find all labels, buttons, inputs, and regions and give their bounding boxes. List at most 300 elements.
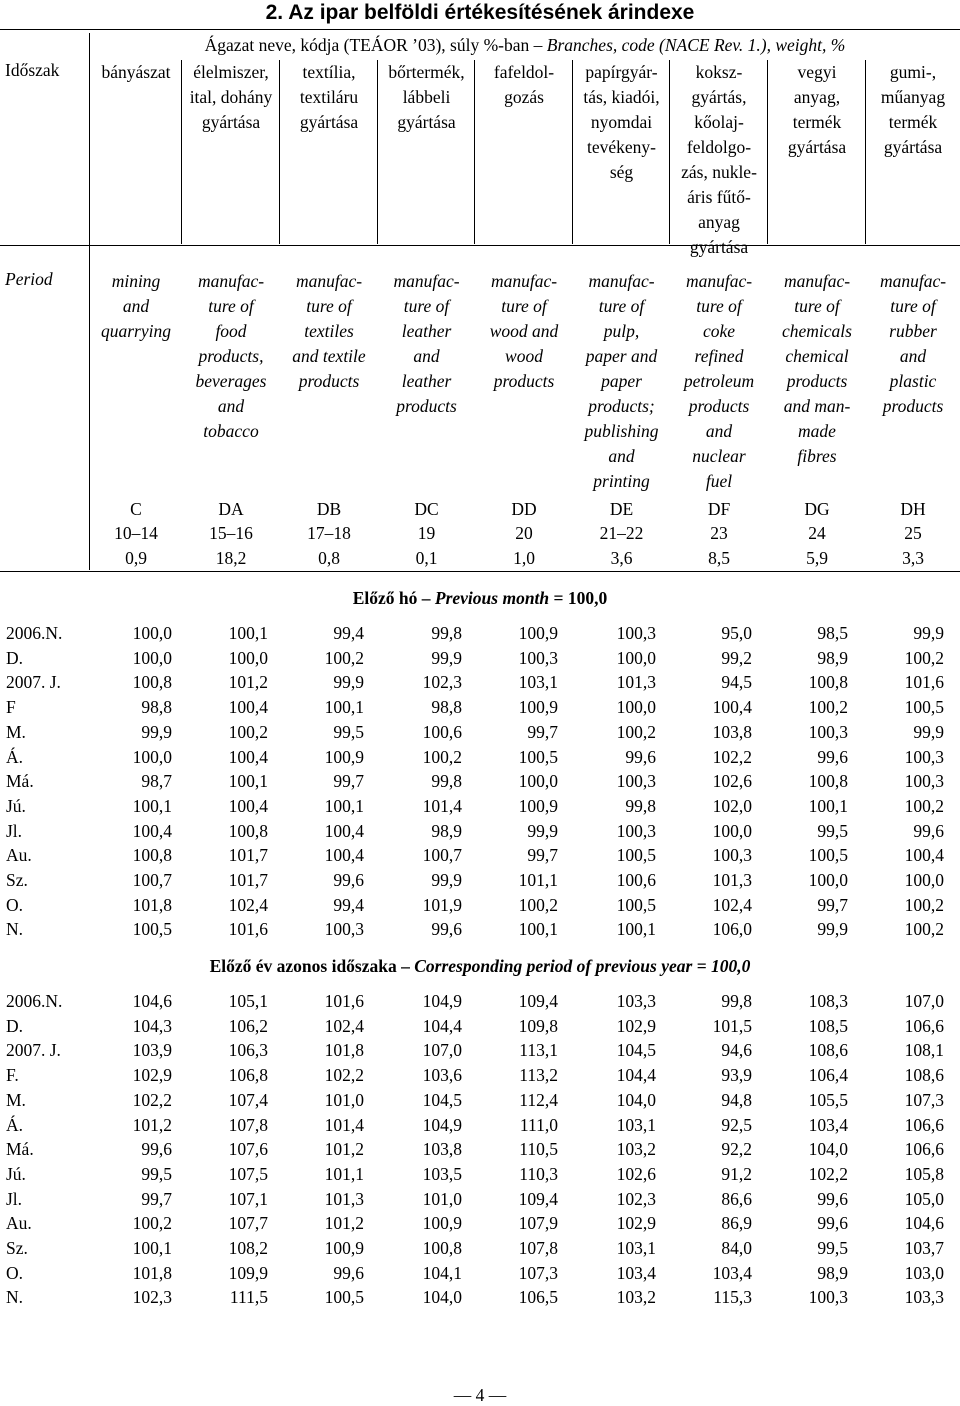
cell-value: 104,0	[422, 1287, 462, 1308]
column-header-en-line: ture of	[208, 296, 254, 316]
section-title	[0, 954, 960, 978]
column-header-en-line: manufac-	[879, 271, 947, 291]
cell-value: 100,8	[228, 820, 268, 841]
column-header-en-line: paper	[601, 371, 642, 391]
cell-value: 102,2	[324, 1065, 364, 1086]
cell-value: 103,4	[808, 1114, 848, 1135]
column-header-en-line: leather	[401, 371, 452, 391]
column-header-hu-line: tevékeny-	[587, 137, 656, 157]
column-header-en-line: publishing	[584, 421, 659, 441]
cell-value: 99,6	[913, 820, 944, 841]
column-header-hu-line: gyártás,	[691, 87, 747, 107]
cell-value: 104,1	[422, 1262, 462, 1283]
column-header-en-line: ture of	[598, 296, 645, 316]
column-header-en-line: manufac-	[295, 271, 363, 291]
cell-value: 100,1	[228, 771, 268, 792]
table-row	[0, 1014, 960, 1039]
column-header-en-line: wood and	[489, 321, 559, 341]
cell-value: 104,6	[904, 1213, 944, 1234]
column-header-hu-line: papírgyár-	[585, 62, 658, 82]
column-header-en-line: ture of	[890, 296, 936, 316]
cell-value: 107,8	[518, 1238, 558, 1258]
cell-value: 106,6	[904, 1114, 944, 1135]
cell-value: 103,0	[904, 1262, 944, 1283]
column-header-hu-line: koksz-	[695, 62, 743, 82]
cell-value: 99,9	[141, 721, 172, 742]
cell-value: 99,7	[817, 894, 848, 915]
column-header-en-line: mining	[111, 271, 161, 291]
cell-value: 100,5	[616, 845, 656, 866]
column-header-hu-line: feldolgo-	[686, 137, 752, 157]
cell-value: 99,8	[431, 623, 462, 643]
column-header-en	[280, 269, 378, 394]
cell-value: 100,1	[808, 795, 848, 816]
cell-value: 110,5	[519, 1139, 558, 1160]
column-weight: 18,2	[215, 548, 247, 568]
table-row	[0, 745, 960, 770]
column-header-hu	[280, 60, 378, 135]
cell-value: 101,3	[324, 1188, 364, 1209]
cell-value: 98,7	[141, 771, 172, 792]
sector-header	[90, 33, 960, 57]
column-header-en-line: products	[493, 371, 555, 391]
cell-value: 101,0	[324, 1089, 364, 1110]
cell-value: 100,3	[324, 919, 364, 940]
cell-value: 99,9	[913, 623, 944, 643]
cell-value: 104,4	[616, 1065, 656, 1086]
column-header-en-line: manufac-	[588, 271, 655, 291]
cell-value: 99,9	[817, 919, 848, 940]
column-header-en-line: manufac-	[490, 271, 558, 291]
column-header-hu-line: gyártása	[787, 137, 847, 157]
cell-value: 107,7	[228, 1213, 268, 1234]
cell-value: 101,3	[712, 870, 752, 890]
cell-value: 106,2	[228, 1015, 268, 1036]
cell-value: 100,4	[228, 697, 268, 718]
cell-value: 100,3	[904, 771, 944, 792]
cell-value: 100,0	[904, 870, 944, 890]
cell-value: 107,9	[518, 1213, 558, 1234]
cell-value: 100,0	[518, 771, 558, 792]
cell-value: 100,4	[904, 845, 944, 866]
cell-value: 102,3	[422, 672, 462, 693]
row-period: N.	[6, 1287, 24, 1308]
cell-value: 104,5	[616, 1040, 656, 1061]
column-code: DF	[707, 499, 731, 519]
cell-value: 105,1	[228, 991, 268, 1011]
cell-value: 99,7	[527, 845, 558, 866]
column-nace: 17–18	[307, 523, 351, 543]
cell-value: 99,7	[141, 1188, 172, 1209]
column-header-en	[573, 269, 670, 494]
column-header-en-line: products	[298, 371, 360, 391]
cell-value: 100,0	[132, 746, 172, 767]
row-period: Au.	[6, 1213, 32, 1234]
cell-value: 111,5	[229, 1287, 268, 1308]
column-header-en-line: rubber	[889, 321, 937, 341]
cell-value: 101,8	[132, 1262, 172, 1283]
column-header-hu-line: termék	[888, 112, 938, 132]
row-period: Au.	[6, 845, 32, 866]
column-code: DE	[609, 499, 634, 519]
cell-value: 100,9	[518, 697, 558, 718]
cell-value: 103,5	[422, 1163, 462, 1184]
column-header-en-line: fibres	[797, 446, 837, 466]
cell-value: 103,4	[712, 1262, 752, 1283]
table-row	[0, 989, 960, 1014]
cell-value: 103,3	[616, 991, 656, 1011]
table-row	[0, 1236, 960, 1261]
table-row	[0, 843, 960, 868]
cell-value: 103,8	[712, 721, 752, 742]
cell-value: 106,0	[712, 919, 752, 940]
cell-value: 100,1	[616, 919, 656, 940]
column-header-en-line: ture of	[306, 296, 352, 316]
row-period: Jú.	[6, 1163, 26, 1184]
cell-value: 100,1	[324, 697, 364, 718]
cell-value: 98,9	[817, 1262, 848, 1283]
page-title: 2. Az ipar belföldi értékesítésének árindexe	[265, 1, 695, 24]
column-header-en-line: plastic	[889, 371, 937, 391]
cell-value: 100,2	[904, 795, 944, 816]
cell-value: 86,6	[721, 1188, 752, 1209]
cell-value: 100,2	[422, 746, 462, 767]
cell-value: 99,7	[333, 771, 364, 792]
column-header-en-line: manufac-	[197, 271, 265, 291]
row-period: Sz.	[6, 870, 28, 890]
column-header-hu	[475, 60, 573, 110]
column-nace: 24	[808, 523, 826, 543]
cell-value: 109,4	[518, 991, 558, 1011]
cell-value: 103,1	[518, 672, 558, 693]
column-header-en-line: products	[786, 371, 848, 391]
table-row	[0, 819, 960, 844]
cell-value: 106,6	[904, 1015, 944, 1036]
cell-value: 99,4	[333, 894, 364, 915]
column-header-hu-line: tás, kiadói,	[583, 87, 660, 107]
cell-value: 99,9	[431, 647, 462, 668]
column-header-en-line: chemicals	[782, 321, 852, 341]
cell-value: 100,9	[422, 1213, 462, 1234]
cell-value: 108,6	[904, 1065, 944, 1086]
cell-value: 99,9	[333, 672, 364, 693]
cell-value: 101,3	[616, 672, 656, 693]
cell-value: 100,3	[616, 623, 656, 643]
column-header-hu-line: gyártása	[201, 112, 261, 132]
cell-value: 108,5	[808, 1015, 848, 1036]
period-label-en: Period	[5, 269, 53, 289]
cell-value: 101,4	[324, 1114, 364, 1135]
column-header-hu-line: bőrtermék,	[388, 62, 465, 82]
column-header-en	[768, 269, 866, 469]
table-row	[0, 1038, 960, 1063]
column-header-hu-line: kőolaj-	[694, 112, 744, 132]
cell-value: 101,6	[904, 672, 944, 693]
row-period: F.	[6, 1065, 19, 1086]
column-header-en-line: and	[217, 396, 245, 416]
cell-value: 108,6	[808, 1040, 848, 1061]
cell-value: 107,1	[228, 1188, 268, 1209]
cell-value: 101,8	[132, 894, 172, 915]
table-row	[0, 769, 960, 794]
row-period: D.	[6, 647, 24, 668]
cell-value: 100,5	[904, 697, 944, 718]
cell-value: 107,3	[518, 1262, 558, 1283]
cell-value: 105,5	[808, 1089, 848, 1110]
cell-value: 100,5	[808, 845, 848, 866]
column-header-hu-line: gozás	[504, 87, 544, 107]
column-header-en-line: refined	[694, 346, 744, 366]
column-header-en	[378, 269, 475, 419]
cell-value: 104,3	[132, 1015, 172, 1036]
cell-value: 98,8	[431, 697, 462, 718]
column-header-en-line: products	[396, 396, 457, 416]
cell-value: 100,2	[132, 1213, 172, 1234]
cell-value: 100,0	[132, 647, 172, 668]
column-header-hu-line: gumi-,	[889, 62, 937, 82]
row-period: Jl.	[6, 1188, 23, 1209]
column-header-en-line: tobacco	[203, 421, 259, 441]
cell-value: 104,5	[422, 1089, 462, 1110]
column-code: C	[130, 499, 142, 519]
cell-value: 100,0	[712, 820, 752, 841]
column-header-hu-line: gyártása	[883, 137, 943, 157]
table-row	[0, 917, 960, 942]
cell-value: 100,4	[228, 746, 268, 767]
column-header-en-line: quarrying	[101, 321, 171, 341]
column-header-hu-line: bányászat	[101, 62, 171, 82]
column-weight: 0,1	[415, 548, 438, 568]
cell-value: 94,6	[721, 1040, 752, 1061]
cell-value: 102,9	[132, 1065, 172, 1086]
cell-value: 107,8	[228, 1114, 268, 1135]
section-title-en: Corresponding period of previous year = 100,0	[414, 956, 751, 976]
cell-value: 99,6	[625, 746, 656, 767]
cell-value: 100,3	[712, 845, 752, 866]
cell-value: 104,6	[132, 991, 172, 1011]
row-period: O.	[6, 1262, 24, 1283]
cell-value: 99,7	[527, 721, 558, 742]
cell-value: 99,9	[527, 820, 558, 841]
cell-value: 100,2	[228, 721, 268, 742]
cell-value: 100,1	[132, 1238, 172, 1258]
column-header-en	[475, 269, 573, 394]
row-period: Jú.	[6, 795, 26, 816]
cell-value: 103,6	[422, 1065, 462, 1086]
cell-value: 100,5	[616, 894, 656, 915]
column-nace: 23	[710, 523, 728, 543]
cell-value: 98,5	[817, 623, 848, 643]
column-header-en-line: ture of	[794, 296, 840, 316]
column-code: DB	[316, 499, 342, 519]
cell-value: 100,2	[808, 697, 848, 718]
column-header-en-line: coke	[702, 321, 736, 341]
cell-value: 101,2	[132, 1114, 172, 1135]
column-nace: 10–14	[114, 523, 158, 543]
column-header-hu-line: áris fűtő-	[687, 187, 751, 207]
column-header-en-line: manufac-	[685, 271, 753, 291]
column-header-hu-line: anyag	[698, 212, 740, 232]
cell-value: 100,7	[422, 845, 462, 866]
row-period: 2007. J.	[6, 1040, 61, 1061]
table-row	[0, 1063, 960, 1088]
cell-value: 99,2	[721, 647, 752, 668]
column-header-en-line: petroleum	[683, 371, 755, 391]
column-header-en-line: chemical	[785, 346, 849, 366]
cell-value: 102,3	[132, 1287, 172, 1308]
column-weight: 0,9	[125, 548, 147, 568]
column-weight: 0,8	[318, 548, 340, 568]
cell-value: 84,0	[721, 1238, 752, 1258]
cell-value: 100,0	[808, 870, 848, 890]
row-period: O.	[6, 894, 24, 915]
cell-value: 113,2	[519, 1065, 558, 1086]
column-header-en-line: pulp,	[603, 321, 640, 341]
table-row	[0, 1113, 960, 1138]
cell-value: 99,5	[817, 1238, 848, 1258]
cell-value: 103,1	[616, 1238, 656, 1258]
cell-value: 99,8	[431, 771, 462, 792]
column-header-en-line: paper and	[585, 346, 658, 366]
period-label-hu: Időszak	[5, 60, 60, 80]
cell-value: 100,2	[904, 919, 944, 940]
cell-value: 100,3	[808, 1287, 848, 1308]
cell-value: 105,0	[904, 1188, 944, 1209]
cell-value: 99,8	[625, 795, 656, 816]
cell-value: 100,1	[324, 795, 364, 816]
cell-value: 99,5	[141, 1163, 172, 1184]
cell-value: 107,4	[228, 1089, 268, 1110]
column-header-en-line: manufac-	[783, 271, 851, 291]
cell-value: 99,6	[817, 1188, 848, 1209]
cell-value: 112,4	[519, 1089, 558, 1110]
column-code: DD	[511, 499, 537, 519]
column-header-en-line: leather	[401, 321, 452, 341]
cell-value: 100,2	[518, 894, 558, 915]
table-row	[0, 794, 960, 819]
cell-value: 103,4	[616, 1262, 656, 1283]
row-period: M.	[6, 721, 26, 742]
cell-value: 102,9	[616, 1213, 656, 1234]
column-header-en-line: beverages	[195, 371, 267, 391]
cell-value: 92,5	[721, 1114, 752, 1135]
column-header-hu-line: textiláru	[299, 87, 359, 107]
cell-value: 100,6	[422, 721, 462, 742]
cell-value: 100,1	[228, 623, 268, 643]
column-header-hu	[182, 60, 280, 135]
row-period: 2006.N.	[6, 623, 63, 643]
table-row	[0, 646, 960, 671]
table-row	[0, 868, 960, 893]
column-header-hu	[670, 60, 768, 260]
cell-value: 106,3	[228, 1040, 268, 1061]
column-header-hu-line: anyag,	[793, 87, 841, 107]
cell-value: 101,7	[228, 845, 268, 866]
column-header-en-line: products;	[588, 396, 655, 416]
cell-value: 100,8	[808, 771, 848, 792]
column-weight: 3,6	[610, 548, 633, 568]
cell-value: 101,4	[422, 795, 462, 816]
column-nace: 20	[515, 523, 533, 543]
cell-value: 101,6	[228, 919, 268, 940]
cell-value: 110,3	[519, 1163, 558, 1184]
column-header-en	[866, 269, 960, 419]
cell-value: 102,2	[132, 1089, 172, 1110]
cell-value: 92,2	[721, 1139, 752, 1160]
cell-value: 99,6	[333, 870, 364, 890]
column-header-hu	[90, 60, 182, 85]
cell-value: 99,9	[431, 870, 462, 890]
cell-value: 102,4	[324, 1015, 364, 1036]
row-period: Sz.	[6, 1238, 28, 1258]
column-header-hu-line: műanyag	[880, 87, 946, 107]
cell-value: 100,8	[132, 672, 172, 693]
cell-value: 100,4	[324, 820, 364, 841]
cell-value: 100,3	[518, 647, 558, 668]
cell-value: 101,2	[324, 1213, 364, 1234]
column-header-en	[90, 269, 182, 344]
table-row	[0, 670, 960, 695]
column-code: DG	[804, 499, 830, 519]
row-period: 2006.N.	[6, 991, 63, 1011]
cell-value: 98,9	[431, 820, 462, 841]
cell-value: 100,2	[904, 647, 944, 668]
section-title-hu: Előző év azonos időszaka –	[209, 956, 415, 976]
column-header-en-line: products,	[198, 346, 264, 366]
cell-value: 109,8	[518, 1015, 558, 1036]
cell-value: 99,8	[721, 991, 752, 1011]
column-header-en-line: wood	[505, 346, 543, 366]
cell-value: 104,4	[422, 1015, 462, 1036]
cell-value: 101,1	[518, 870, 558, 890]
cell-value: 107,6	[228, 1139, 268, 1160]
cell-value: 100,8	[132, 845, 172, 866]
cell-value: 100,3	[616, 820, 656, 841]
cell-value: 100,3	[808, 721, 848, 742]
row-period: M.	[6, 1089, 26, 1110]
sector-header-en: Branches, code (NACE Rev. 1.), weight, %	[546, 35, 846, 55]
section-title	[0, 586, 960, 610]
column-header-hu-line: gyártása	[689, 237, 749, 257]
cell-value: 101,9	[422, 894, 462, 915]
column-header-hu-line: ség	[609, 162, 634, 182]
column-code: DC	[414, 499, 439, 519]
cell-value: 103,2	[616, 1139, 656, 1160]
column-header-en	[182, 269, 280, 444]
cell-value: 100,2	[904, 894, 944, 915]
cell-value: 100,0	[616, 647, 656, 668]
table-row	[0, 1187, 960, 1212]
cell-value: 103,1	[616, 1114, 656, 1135]
header-bottom-rule	[0, 571, 960, 572]
cell-value: 100,9	[324, 1238, 364, 1258]
column-header-en-line: ture of	[696, 296, 742, 316]
cell-value: 103,8	[422, 1139, 462, 1160]
column-header-hu-line: élelmiszer,	[193, 62, 269, 82]
column-header-en-line: and textile	[292, 346, 366, 366]
column-header-en-line: products	[688, 396, 750, 416]
column-header-en-line: textiles	[304, 321, 354, 341]
table-row	[0, 1088, 960, 1113]
column-header-hu-line: termék	[792, 112, 842, 132]
cell-value: 98,9	[817, 647, 848, 668]
table-row	[0, 893, 960, 918]
table-row	[0, 695, 960, 720]
cell-value: 100,4	[712, 697, 752, 718]
cell-value: 102,4	[712, 894, 752, 915]
cell-value: 102,0	[712, 795, 752, 816]
table-row	[0, 621, 960, 646]
